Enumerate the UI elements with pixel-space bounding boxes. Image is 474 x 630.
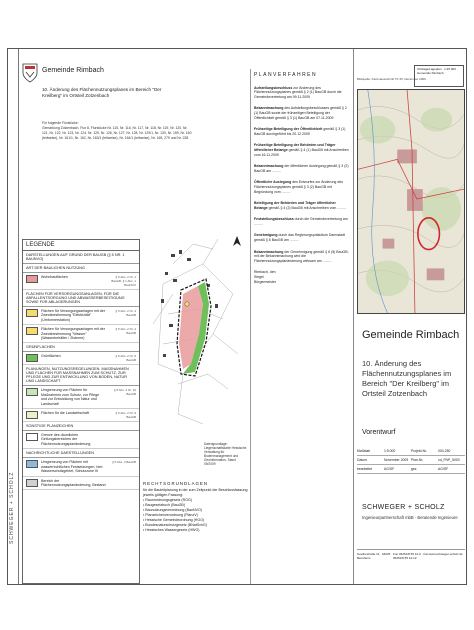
legend-row xyxy=(23,352,139,365)
legal-item: • Planzeichenverordnung (PlanzV) xyxy=(143,513,198,517)
legend-section-heading: GRÜNFLÄCHEN xyxy=(23,343,139,352)
legend-swatch xyxy=(26,354,38,362)
titleblock-meta xyxy=(357,447,465,474)
meta-row xyxy=(357,456,465,465)
legend-subtitle: DARSTELLUNGEN AUF GRUND DER BAUGB (§ 5 NR. 1 BAUNVO) xyxy=(23,251,139,264)
plots-block xyxy=(42,121,192,141)
procedure-step xyxy=(254,233,350,242)
legend-swatch xyxy=(26,327,38,335)
plan-drawing xyxy=(143,224,248,439)
procedure-step-label: Frühzeitige Beteiligung der Behörden und Träger öffentlicher Belange xyxy=(254,143,336,152)
procedure-step-label: Bekanntmachung xyxy=(254,249,284,254)
titleblock-title: 10. Änderung des Flächennutzungsplanes im Bereich "Der Kreilberg" im Ortsteil Zotzenbach xyxy=(362,359,452,398)
legal-basis xyxy=(143,481,248,533)
legend-row xyxy=(23,273,139,290)
legend-ref: § 5 Abs. 2 Nr. 4 BauGB xyxy=(115,309,136,317)
legend-section-heading: ART DER BAULICHEN NUTZUNG xyxy=(23,264,139,273)
firm-subtitle: Ingenieurpartnerschaft mbB · Beratende Ingenieure xyxy=(362,515,458,520)
procedure-step xyxy=(254,86,350,100)
meta-key: Plan-Nr. xyxy=(411,458,424,462)
legend-section-heading: PLANUNGEN, NUTZUNGSREGELUNGEN, MASSNAHMEN UND FLÄCHEN FÜR MASSNAHMEN ZUM SCHUTZ, ZUR PFLEGE UND ZUR ENTWICKLUNG VON BODEN, NATUR UND LANDSCHAFT xyxy=(23,365,139,386)
procedure-step-text: der öffentlichen Auslegung gemäß § 3 (2) BauGB xyxy=(254,164,349,173)
legend-ref: § 5 Abs. 2 Nr. 5 BauGB xyxy=(115,354,136,363)
legend-swatch xyxy=(26,479,38,487)
procedure-step-date: am ......... xyxy=(316,258,332,263)
title-block-column xyxy=(353,49,467,584)
legend-label: Grünflächen xyxy=(41,354,61,359)
procedure-step-label: Genehmigung xyxy=(254,233,278,238)
meta-value: AG/SF xyxy=(384,467,395,471)
legend-label: Grenze des räumlichen Geltungsbereiches der Flächennutzungsplanänderung xyxy=(41,433,91,446)
procedure-step xyxy=(254,180,350,194)
legend-label: Wohnbauflächen xyxy=(41,275,68,279)
procedure-step-date: am ......... xyxy=(254,217,348,226)
legend-row xyxy=(23,325,139,343)
legend-ref: § 5 Abs. 2 Nr. 1 BauGB, § 1 Abs. 1 BauNVO xyxy=(111,275,136,287)
procedure-step xyxy=(254,143,350,157)
plan-data-note: Datengrundlage: Liegenschaftskarte Hessische Verwaltung für Bodenmanagement und Geoinformation, Stand 09/2009 xyxy=(204,442,247,466)
procedure-step xyxy=(254,164,350,173)
overview-box: Ortslage/Lageplan · 1:25.000 · Gemeinde Rimbach xyxy=(414,65,464,87)
procedure-step-text: gemäß § 3 (1) BauGB durchgeführt xyxy=(254,127,346,136)
legal-item: • Bundesnaturschutzgesetz (BNatSchG) xyxy=(143,523,207,527)
procedure-step-text: durch die Gemeindevertretung xyxy=(293,217,343,222)
legend-row xyxy=(23,307,139,325)
legend-swatch xyxy=(26,275,38,283)
meta-row xyxy=(357,465,465,474)
legal-intro: für die Bauleitplanung in der zum Zeitpunkt der Beschlussfassung jeweils gültigen Fassung: xyxy=(143,488,248,497)
legend-label: Flächen für Versorgungsanlagen mit der Zweckbestimmung "Wasser" (Wasserbehälter / Zisterne) xyxy=(41,327,105,341)
procedure-step-date: am ......... xyxy=(283,238,299,243)
legend-label: Bereich der Flächennutzungsplanänderung, Bestand xyxy=(41,478,106,487)
procedure-step-label: Frühzeitige Beteiligung der Öffentlichkeit xyxy=(254,127,323,132)
legend-swatch xyxy=(26,460,38,468)
meta-value: 004-250 xyxy=(438,449,451,453)
procedure-step-date: am 09.11.2009 xyxy=(286,94,310,99)
procedure-step xyxy=(254,217,350,226)
legend-section-heading: FLÄCHEN FÜR VERSORGUNGSANLAGEN, FÜR DIE ABFALLENTSORGUNG UND ABWASSERBESEITIGUNG SOWIE FÜR ABLAGERUNGEN xyxy=(23,290,139,307)
map-caption: Bildquelle: Kartenausschnitt TK 25, Dezember 2009 xyxy=(357,77,426,81)
location-map xyxy=(357,89,465,314)
plan-sheet xyxy=(7,48,467,585)
legend-label: Flächen für die Landwirtschaft xyxy=(41,411,89,416)
legend-swatch xyxy=(26,388,38,396)
signature-place: Rimbach, den xyxy=(254,270,276,275)
firm-name: SCHWEGER + SCHOLZ xyxy=(362,504,445,511)
legend-section-heading: SONSTIGE PLANZEICHEN xyxy=(23,422,139,431)
legend-sections xyxy=(23,264,139,490)
legal-list xyxy=(143,498,248,533)
procedure-step xyxy=(254,201,350,210)
legend-row xyxy=(23,458,139,476)
legend-label: Flächen für Versorgungsanlagen mit der Zweckbestimmung "Elektrizität" (Umformerstation) xyxy=(41,309,105,322)
legal-item: • Raumordnungsgesetz (ROG) xyxy=(143,498,192,502)
meta-value: vd_FNP_5000 xyxy=(438,458,460,462)
procedure-step-text: durch das Regierungspräsidium Darmstadt gemäß § 6 BauGB xyxy=(254,233,346,243)
legend-panel xyxy=(22,239,140,584)
procedure-step-date: vom ......... xyxy=(329,205,347,210)
legend-swatch xyxy=(26,309,38,317)
procedure-step-label: Bekanntmachung xyxy=(254,164,284,169)
firm-address xyxy=(357,549,465,560)
legend-ref: § 5 Abs. 2 Nr. 4 BauGB xyxy=(115,327,136,336)
legend-row xyxy=(23,386,139,409)
plots-intro: Für folgende Flurstücke: xyxy=(42,121,79,125)
meta-key: Maßstab xyxy=(357,449,371,453)
procedure-steps xyxy=(254,86,350,285)
plots-text: Gemarkung Zotzenbach, Flur 8, Flurstücke Nr. 115, Nr. 116, Nr. 117, Nr. 118, Nr. 119, Nr. 120, Nr. 121, Nr. 122, Nr. 123, Nr. 124, Nr. 125, Nr. 126, Nr. 127, Nr. 128, Nr. 129/1, Nr. 130, Nr. 159, Nr. 160 (teilweise), Nr. 161/1, Nr. 162, Nr. 163/1 (teilweise), Nr. 164/1 (teilweise), Nr. 165, 279 und Nr. 228 xyxy=(42,126,192,140)
legend-title: LEGENDE xyxy=(23,240,139,251)
titleblock-municipality: Gemeinde Rimbach xyxy=(362,329,460,341)
legend-swatch xyxy=(26,411,38,419)
legal-item: • Baunutzungsverordnung (BauNVO) xyxy=(143,508,202,512)
meta-key: Datum xyxy=(357,458,367,462)
procedure-step-label: Feststellungsbeschluss xyxy=(254,217,294,222)
procedure-step-label: Beteiligung der Behörden und Träger öffentlicher Belange xyxy=(254,201,336,210)
procedure-title: PLANVERFAHREN xyxy=(254,72,318,78)
signature-seal: Siegel xyxy=(254,275,264,280)
procedure-step-text: gemäß § 4 (1) BauGB mit Anschreiben xyxy=(287,147,349,152)
firm-address-street: Goethestraße 11 · 64625 Bensheim xyxy=(357,552,391,560)
procedure-signature xyxy=(254,270,350,284)
plan-title: 10. Änderung des Flächennutzungsplanes im Bereich "Der Kreilberg" im Ortsteil Zotzenbach xyxy=(42,87,162,98)
meta-key: bearbeitet xyxy=(357,467,373,471)
procedure-step xyxy=(254,106,350,120)
legend-row xyxy=(23,477,139,491)
legal-item: • Hessische Gemeindeordnung (HGO) xyxy=(143,518,205,522)
procedure-step-label: Öffentliche Auslegung xyxy=(254,180,292,185)
titleblock-status: Vorentwurf xyxy=(362,429,396,436)
legend-row xyxy=(23,431,139,449)
margin-strip xyxy=(8,49,19,584)
meta-value: 1:5.000 xyxy=(384,449,396,453)
legend-section-heading: NACHRICHTLICHE DARSTELLUNGEN xyxy=(23,449,139,458)
procedure-step-date: am 07.11.2009 xyxy=(310,115,334,120)
procedure-step-text: der Genehmigung gemäß § 6 (5) BauGB; mit der Bekanntmachung wird die Flächennutzungsplanänderung wirksam xyxy=(254,249,349,263)
procedure-step-date: bis 20.12.2009 xyxy=(286,131,310,136)
firm-address-phone: Fon 06251/8 55 12-0 · Fax 06251/8 55 12-12 xyxy=(393,552,429,560)
procedure-step-label: Bekanntmachung xyxy=(254,106,284,111)
procedure-column xyxy=(250,69,350,584)
meta-value: November 2009 xyxy=(384,458,409,462)
legend-ref: § 5 Abs. 4 BauGB xyxy=(112,460,136,465)
procedure-step-text: des Aufstellungsbeschlusses gemäß § 2 (1) BauGB sowie der frühzeitigen Beteiligung der Öffentlichkeit gemäß § 3 (1) BauGB xyxy=(254,106,347,120)
legend-row xyxy=(23,409,139,422)
legal-item: • Baugesetzbuch (BauGB) xyxy=(143,503,186,507)
legend-ref: § 5 Abs. 2 Nr. 10 BauGB xyxy=(113,388,136,397)
procedure-step xyxy=(254,250,350,264)
legend-label: Umgrenzung von Flächen für Maßnahmen zum Schutz, zur Pflege und zur Entwicklung von Natur und Landschaft xyxy=(41,388,100,406)
meta-value: AG/SF xyxy=(438,467,449,471)
signature-role: Bürgermeister xyxy=(254,279,276,284)
utility-marker xyxy=(185,302,189,306)
procedure-step-text: zur Änderung des Flächennutzungsplanes gemäß § 2 (1) BauGB durch die Gemeindevertretung xyxy=(254,85,342,99)
legal-item: • Hessisches Wassergesetz (HWG) xyxy=(143,528,200,532)
legend-label: Umgrenzung von Flächen mit wasserrechtlichen Festsetzungen, hier: Wasserschutzgebiet, Schutzzone III xyxy=(41,460,104,474)
procedure-step-text: gemäß § 4 (2) BauGB mit Anschreiben xyxy=(267,205,330,210)
legend-swatch xyxy=(26,433,38,441)
meta-key: gez. xyxy=(411,467,418,471)
north-arrow-icon xyxy=(233,236,241,246)
procedure-step-label: Aufstellungsbeschluss xyxy=(254,85,293,90)
firm-address-web: www.schweger-scholz.de xyxy=(429,552,463,556)
procedure-step-date: vom ......... xyxy=(274,189,291,194)
legend-ref: § 5 Abs. 2 Nr. 9 BauGB xyxy=(115,411,136,420)
procedure-step-date: vom 16.11.2009 xyxy=(254,152,279,157)
procedure-step-date: am ......... xyxy=(266,168,281,173)
procedure-step xyxy=(254,127,350,136)
procedure-step-text: des Entwurfes zur Änderung des Flächennutzungsplanes gemäß § 3 (2) BauGB mit Begründung xyxy=(254,180,343,194)
municipality-title: Gemeinde Rimbach xyxy=(42,67,104,74)
meta-key: Projekt-Nr. xyxy=(411,449,428,453)
meta-row xyxy=(357,447,465,456)
strip-firm-text: SCHWEGER + SCHOLZ xyxy=(9,471,15,544)
legal-title: RECHTSGRUNDLAGEN xyxy=(143,481,209,486)
municipal-crest-icon xyxy=(22,63,38,83)
